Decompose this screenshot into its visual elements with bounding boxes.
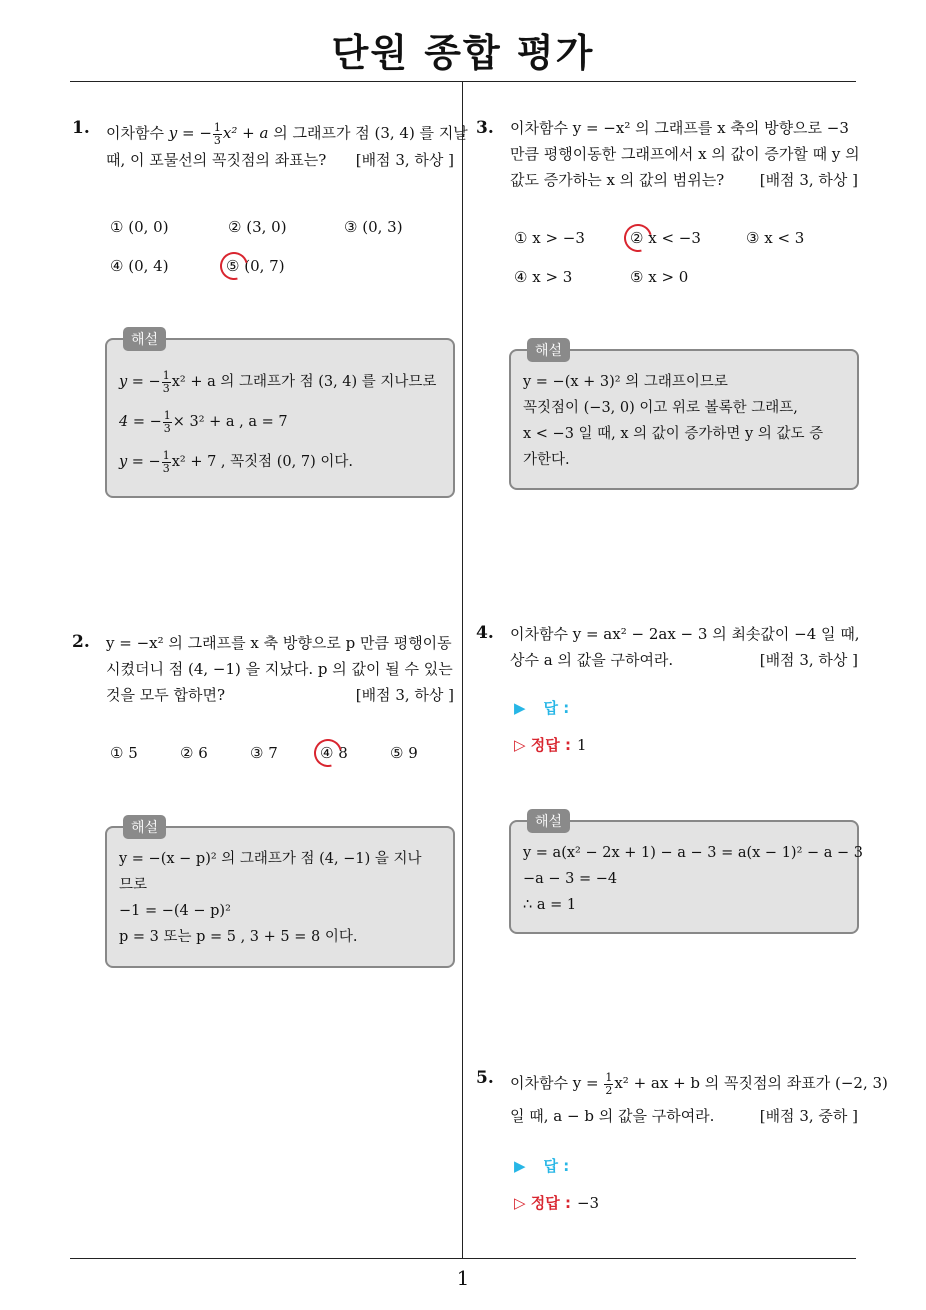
q1-line2: 때, 이 포물선의 꼭짓점의 좌표는? (106, 150, 327, 169)
q2-line2: 시켰더니 점 (4, −1) 을 지났다. p 의 값이 될 수 있는 (106, 660, 453, 678)
q4-sol-line3: ∴ a = 1 (523, 897, 577, 913)
page-title: 단원 종합 평가 (331, 31, 595, 75)
q3-line1: 이차함수 y = −x² 의 그래프를 x 축의 방향으로 −3 (510, 119, 849, 137)
q3-choice-2[interactable]: ② x < −3 (630, 229, 701, 247)
q4-stem (510, 621, 858, 673)
q5-stem (510, 1070, 888, 1129)
q1-solution-tag: 해설 (123, 327, 166, 351)
q2-sol-line3: −1 = −(4 − p)² (119, 903, 231, 919)
q5-correct-row (514, 1192, 599, 1213)
q1-sol-fraction-1: $\frac{1}{3}$ (162, 368, 170, 395)
q3-stem (510, 115, 858, 193)
q4-solution-tag: 해설 (527, 809, 570, 833)
q3-choice-5[interactable]: ⑤ x > 0 (630, 268, 689, 286)
q4-solution-box (509, 814, 863, 934)
q2-choice-5[interactable]: ⑤ 9 (390, 744, 418, 762)
q3-sol-line1: y = −(x + 3)² 의 그래프이므로 (523, 374, 728, 390)
q1-number: 1. (72, 118, 90, 138)
q4-line2: 상수 a 의 값을 구하여라. (510, 651, 674, 669)
q4-correct-value: 1 (576, 736, 587, 754)
q3-sol-line4: 가한다. (523, 452, 570, 468)
q4-answer-row (514, 697, 575, 718)
q1-text-end: 의 그래프가 점 (3, 4) 를 지날 (273, 124, 468, 142)
q1-sol-line2: × 3² + a , a = 7 (172, 414, 288, 430)
q3-choice-4[interactable]: ④ x > 3 (514, 268, 573, 286)
q2-sol-line2: 므로 (119, 877, 148, 893)
q2-choice-1[interactable]: ① 5 (110, 744, 138, 762)
q4-correct-label: ▷ 정답 : (514, 736, 571, 754)
q5-correct-label: ▷ 정답 : (514, 1194, 571, 1212)
q1-score: [배점 3, 하상 ] (355, 150, 454, 169)
q4-correct-row (514, 734, 587, 755)
q4-sol-line1: y = a(x² − 2x + 1) − a − 3 = a(x − 1)² − a − 3 (523, 845, 863, 861)
q2-sol-line4: p = 3 또는 p = 5 , 3 + 5 = 8 이다. (119, 929, 358, 945)
q1-text: 이차함수 (106, 124, 164, 142)
q2-solution-box (105, 820, 455, 968)
q5-text-end: x² + ax + b 의 꼭짓점의 좌표가 (−2, 3) (614, 1074, 888, 1092)
q2-line1: y = −x² 의 그래프를 x 축 방향으로 p 만큼 평행이동 (106, 634, 452, 652)
q4-sol-line2: −a − 3 = −4 (523, 871, 618, 887)
q1-sol-fraction-3: $\frac{1}{3}$ (162, 448, 170, 475)
q3-line2: 만큼 평행이동한 그래프에서 x 의 값이 증가할 때 y 의 (510, 145, 860, 163)
q5-score: [배점 3, 중하 ] (759, 1106, 858, 1125)
q3-number: 3. (476, 118, 494, 138)
q2-score: [배점 3, 하상 ] (355, 686, 454, 704)
q4-answer-label: 답 : (543, 699, 570, 717)
q1-fraction: $\frac{1}{3}$ (213, 120, 221, 147)
q2-line3: 것을 모두 합하면? (106, 686, 226, 704)
column-divider (462, 82, 463, 1258)
q1-solution-box: 해설 y = − $\frac{1}{3}$ x² + a 의 그래프가 점 (3, 4) 를 지나므로 4 = − $\frac{1}{3}$ × 3² + a , a = 7 y = − $\frac{1}{3}$ x² + 7 , 꼭짓점 (0, 7) 이다. (105, 338, 455, 498)
q3-sol-line3: x < −3 일 때, x 의 값이 증가하면 y 의 값도 증 (523, 426, 824, 442)
q1-stem (106, 120, 468, 173)
play-triangle-icon: ▶ (514, 1157, 526, 1175)
q5-line2: 일 때, a − b 의 값을 구하여라. (510, 1106, 715, 1125)
top-rule (70, 81, 856, 82)
q2-sol-line1: y = −(x − p)² 의 그래프가 점 (4, −1) 을 지나 (119, 851, 422, 867)
q5-answer-label: 답 : (543, 1157, 570, 1175)
q3-solution-tag: 해설 (527, 338, 570, 362)
q5-number: 5. (476, 1068, 494, 1088)
q1-sol-fraction-2: $\frac{1}{3}$ (163, 408, 171, 435)
q3-score: [배점 3, 하상 ] (759, 171, 858, 189)
q1-sol-line1: x² + a 의 그래프가 점 (3, 4) 를 지나므로 (171, 374, 437, 390)
q3-choice-3[interactable]: ③ x < 3 (746, 229, 805, 247)
q1-eq: y = − (168, 124, 212, 142)
q1-choice-3[interactable]: ③ (0, 3) (344, 218, 403, 236)
q4-score: [배점 3, 하상 ] (759, 651, 858, 669)
q1-selected-mark-icon (215, 247, 253, 285)
q5-text: 이차함수 y = (510, 1074, 599, 1092)
page-number: 1 (456, 1266, 470, 1290)
q5-fraction: $\frac{1}{2}$ (605, 1070, 613, 1097)
q4-number: 4. (476, 623, 494, 643)
q5-correct-value: −3 (576, 1194, 600, 1212)
q1-choice-4[interactable]: ④ (0, 4) (110, 257, 169, 275)
q1-choice-2[interactable]: ② (3, 0) (228, 218, 287, 236)
q5-answer-row (514, 1155, 575, 1176)
q1-choice-1[interactable]: ① (0, 0) (110, 218, 169, 236)
q1-sol-line3: x² + 7 , 꼭짓점 (0, 7) 이다. (171, 454, 353, 470)
q2-selected-mark-icon (309, 734, 347, 772)
bottom-rule (70, 1258, 856, 1259)
q3-selected-mark-icon (619, 219, 657, 257)
q2-stem (106, 630, 454, 708)
q2-solution-tag: 해설 (123, 815, 166, 839)
q1-eq-tail: x² + a (222, 124, 269, 142)
q3-solution-box (509, 343, 859, 490)
q2-number: 2. (72, 632, 90, 652)
q2-choice-3[interactable]: ③ 7 (250, 744, 278, 762)
q2-choice-4[interactable]: ④ 8 (320, 744, 348, 762)
q3-choice-1[interactable]: ① x > −3 (514, 229, 585, 247)
q4-line1: 이차함수 y = ax² − 2ax − 3 의 최솟값이 −4 일 때, (510, 625, 860, 643)
q1-choice-5[interactable]: ⑤ (0, 7) (226, 257, 285, 275)
q3-line3: 값도 증가하는 x 의 값의 범위는? (510, 171, 725, 189)
q2-choice-2[interactable]: ② 6 (180, 744, 208, 762)
q3-sol-line2: 꼭짓점이 (−3, 0) 이고 위로 볼록한 그래프, (523, 400, 798, 416)
play-triangle-icon: ▶ (514, 699, 526, 717)
